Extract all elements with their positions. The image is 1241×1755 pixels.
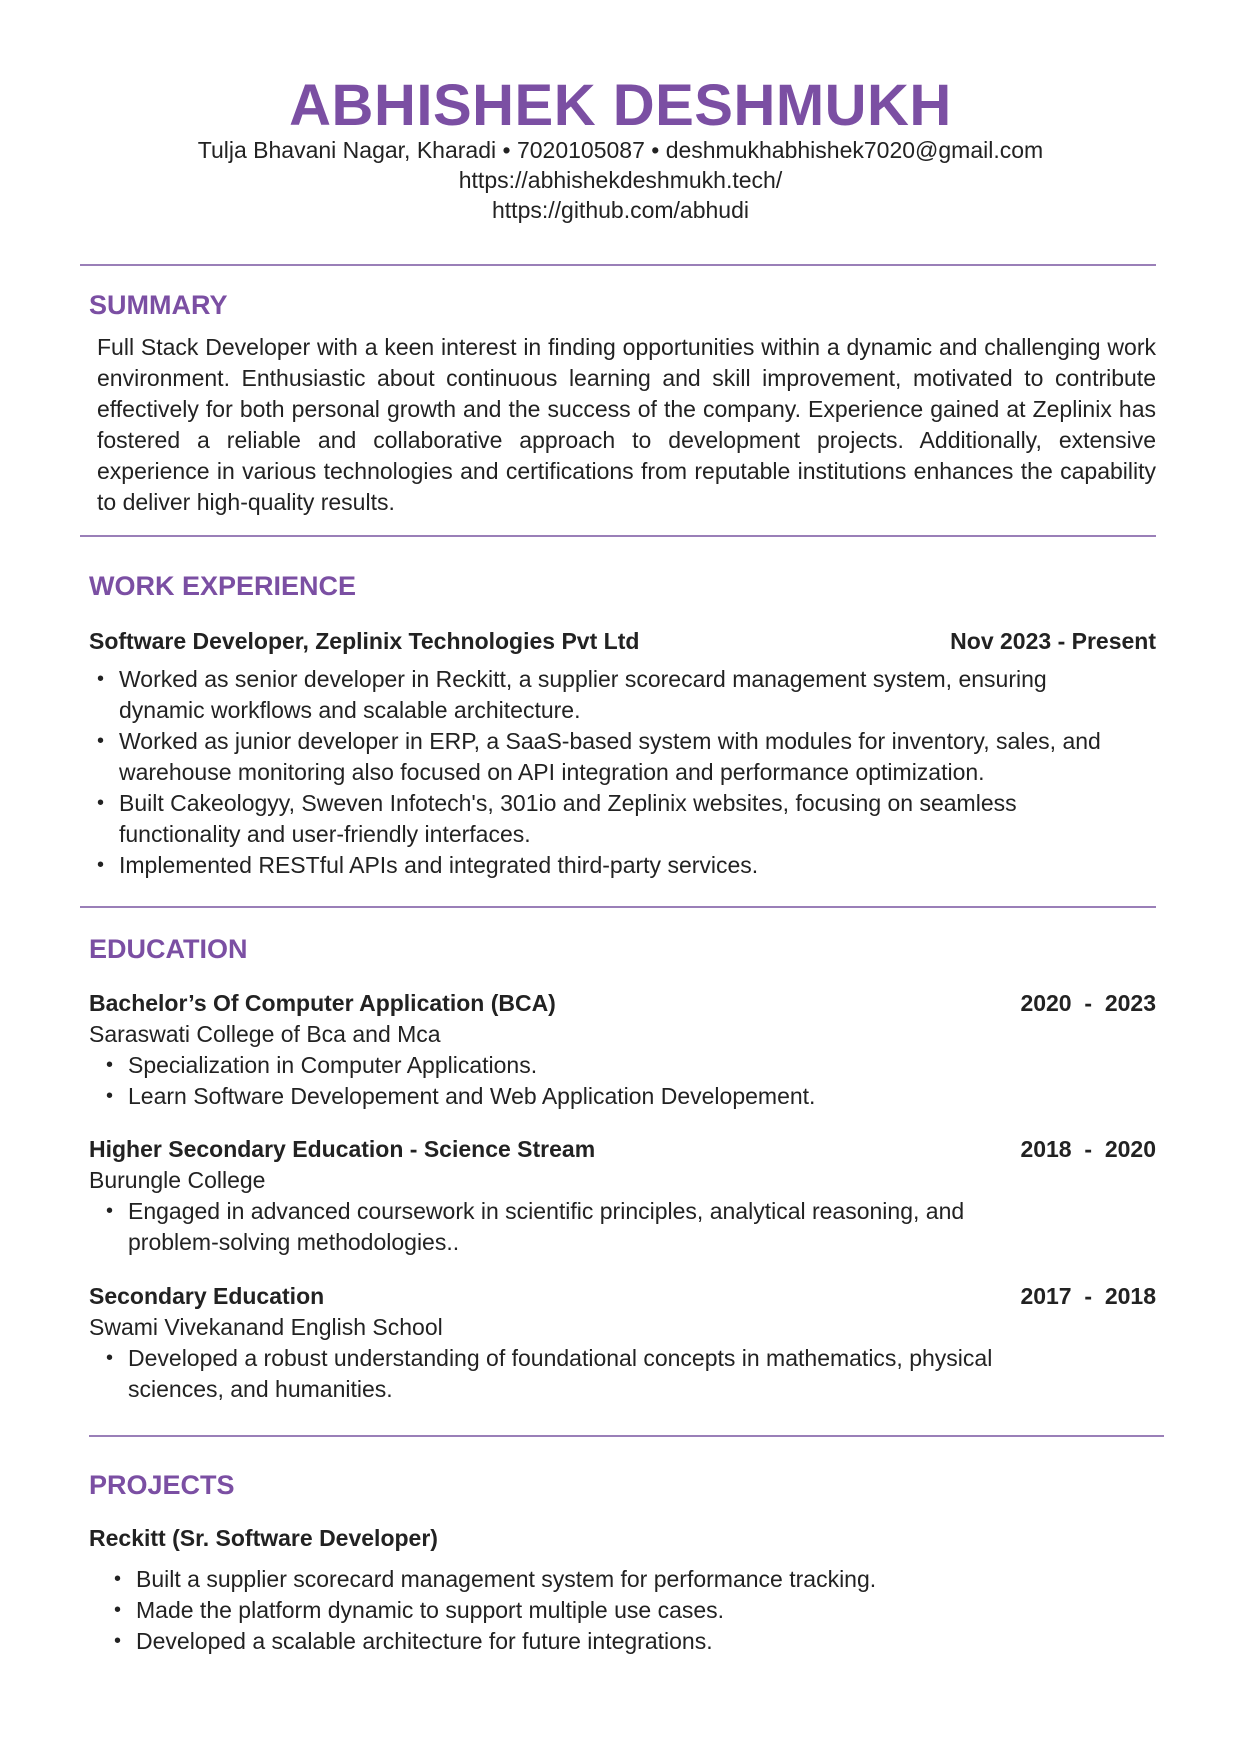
job-bullets xyxy=(89,664,1129,881)
job-header xyxy=(89,628,1156,655)
degree-title: Bachelor’s Of Computer Application (BCA) xyxy=(89,990,556,1016)
summary-heading: SUMMARY xyxy=(89,290,228,320)
school-name: Burungle College xyxy=(89,1167,266,1193)
summary-text: Full Stack Developer with a keen interest in finding opportunities within a dynamic and challenging work environment. Enthusiastic about continuous learning and skill improvement, motivated to contribute effectively for both personal growth and the success of the company. Experience gained at Zeplinix has fostered a reliable and collaborative approach to development projects. Additionally, extensive experience in various technologies and certifications from reputable institutions enhances the capability to deliver high-quality results. xyxy=(97,334,1156,515)
list-item: • Implemented RESTful APIs and integrated third-party services. xyxy=(89,850,1129,881)
list-item: • Developed a scalable architecture for future integrations. xyxy=(106,1626,1146,1657)
list-item: • Specialization in Computer Applications. xyxy=(98,1050,1138,1081)
divider xyxy=(89,1435,1164,1437)
education-heading: EDUCATION xyxy=(89,934,248,964)
projects-heading: PROJECTS xyxy=(89,1470,235,1500)
education-entry-header xyxy=(89,1283,1156,1310)
github-link[interactable]: https://github.com/abhudi xyxy=(492,197,749,223)
project-title: Reckitt (Sr. Software Developer) xyxy=(89,1525,438,1551)
job-role: Software Developer, Zeplinix Technologies Pvt Ltd xyxy=(89,628,640,654)
contact-line: Tulja Bhavani Nagar, Kharadi • 7020105087 • deshmukhabhishek7020@gmail.com xyxy=(197,137,1044,163)
candidate-name: ABHISHEK DESHMUKH xyxy=(289,73,952,138)
education-bullets xyxy=(98,1343,1078,1405)
list-item: • Made the platform dynamic to support multiple use cases. xyxy=(106,1595,1146,1626)
list-item: • Learn Software Developement and Web Application Developement. xyxy=(98,1081,1138,1112)
job-dates: Nov 2023 - Present xyxy=(950,628,1156,654)
education-bullets xyxy=(98,1196,1038,1258)
list-item: • Engaged in advanced coursework in scientific principles, analytical reasoning, and problem-solving methodologies.. xyxy=(98,1196,1038,1258)
education-entry-header xyxy=(89,1136,1156,1163)
degree-dates: 2020 - 2023 xyxy=(1020,990,1156,1016)
work-experience-heading: WORK EXPERIENCE xyxy=(89,571,357,601)
list-item: • Built a supplier scorecard management system for performance tracking. xyxy=(106,1564,1146,1595)
website-link[interactable]: https://abhishekdeshmukh.tech/ xyxy=(458,167,783,193)
education-bullets xyxy=(98,1050,1138,1112)
degree-dates: 2018 - 2020 xyxy=(1020,1136,1156,1162)
list-item: • Worked as senior developer in Reckitt, a supplier scorecard management system, ensuring dynamic workflows and scalable architecture. xyxy=(89,664,1129,726)
degree-title: Higher Secondary Education - Science Stream xyxy=(89,1136,596,1162)
degree-title: Secondary Education xyxy=(89,1283,325,1309)
school-name: Saraswati College of Bca and Mca xyxy=(89,1021,441,1047)
project-bullets xyxy=(106,1564,1146,1657)
education-entry-header xyxy=(89,990,1156,1017)
list-item: • Worked as junior developer in ERP, a SaaS-based system with modules for inventory, sales, and warehouse monitoring also focused on API integration and performance optimization. xyxy=(89,726,1129,788)
school-name: Swami Vivekanand English School xyxy=(89,1314,443,1340)
list-item: • Built Cakeologyy, Sweven Infotech's, 301io and Zeplinix websites, focusing on seamless functionality and user-friendly interfaces. xyxy=(89,788,1129,850)
project-header xyxy=(89,1525,1156,1552)
divider xyxy=(80,264,1156,266)
divider xyxy=(80,906,1156,908)
degree-dates: 2017 - 2018 xyxy=(1020,1283,1156,1309)
list-item: • Developed a robust understanding of foundational concepts in mathematics, physical sciences, and humanities. xyxy=(98,1343,1078,1405)
divider xyxy=(80,535,1156,537)
